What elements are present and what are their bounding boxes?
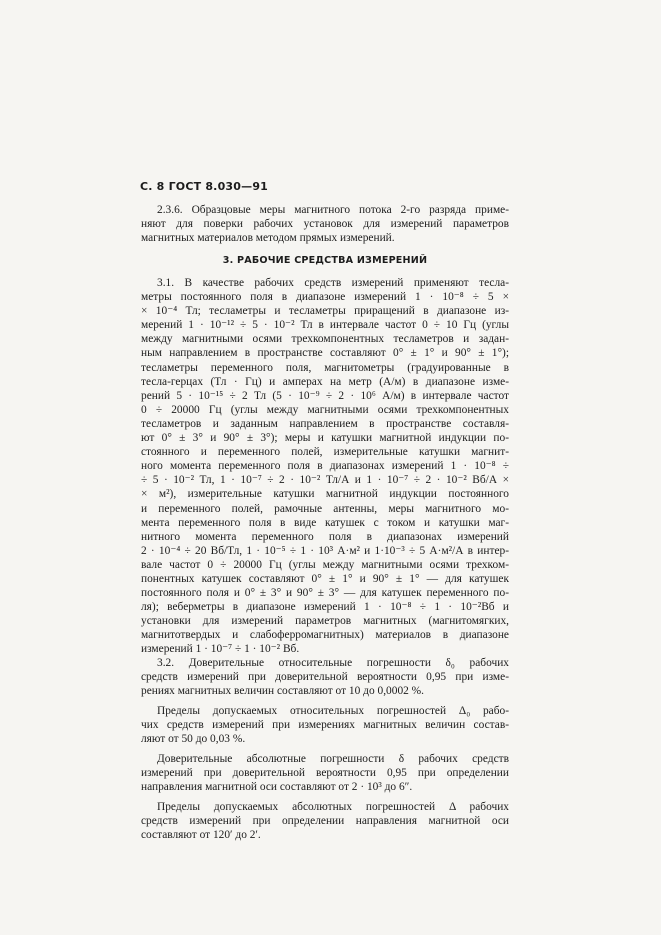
text-line: между магнитными осями трехкомпонентных тесламетров и задан- <box>141 333 509 346</box>
paragraph-2-3-6 <box>141 203 509 245</box>
text-line: × м²), измерительные катушки магнитной индукции постоянного <box>141 488 509 501</box>
text-line: ÷ 5 · 10⁻² Тл, 1 · 10⁻⁷ ÷ 2 · 10⁻² Тл/А и 1 · 10⁻⁷ ÷ 2 · 10⁻² Вб/А × <box>141 474 509 487</box>
text-line: ным направлением в пространстве составляют 0° ± 1° и 90° ± 1°); <box>141 347 509 360</box>
text-line: магнитных материалов методом прямых измерений. <box>141 232 395 245</box>
text-line: 3.1. В качестве рабочих средств измерений применяют тесла- <box>157 277 509 289</box>
text-line: средств измерений при доверительной вероятности 0,95 при изме- <box>141 671 509 684</box>
text-line: 3.2. Доверительные относительные погрешности δ₀ рабочих <box>157 657 509 669</box>
text-line: составляют от 120′ до 2′. <box>141 829 261 842</box>
text-line: × 10⁻⁴ Тл; тесламетры и тесламетры приращений в диапазоне из- <box>141 305 509 318</box>
text-line: метры постоянного поля в диапазоне измерений 1 · 10⁻⁸ ÷ 5 × <box>141 291 509 304</box>
text-line: рениях магнитных величин составляют от 10 до 0,0002 %. <box>141 685 425 698</box>
text-line: тесламетров и заданным направлением в пространстве составля- <box>141 417 509 430</box>
paragraph-3-2 <box>141 656 509 698</box>
text-line: 2.3.6. Образцовые меры магнитного потока 2-го разряда приме- <box>157 204 509 216</box>
text-line: измерений 1 · 10⁻⁷ ÷ 1 · 10⁻² Вб. <box>141 643 300 656</box>
text-line: ля); веберметры в диапазоне измерений 1 · 10⁻⁸ ÷ 1 · 10⁻²Вб и <box>141 601 509 614</box>
text-line: Пределы допускаемых относительных погрешностей Δ₀ рабо- <box>157 705 509 717</box>
text-line: ляют от 50 до 0,03 %. <box>141 733 246 746</box>
text-line: рений 5 · 10⁻¹⁵ ÷ 2 Тл (5 · 10⁻⁹ ÷ 2 · 10⁶ А/м) в интервале частот <box>141 389 509 402</box>
text-line: чих средств измерений при измерениях магнитных величин состав- <box>141 719 509 732</box>
text-line: постоянного поля и 0° ± 3° и 90° ± 3° — для катушек переменного по- <box>141 587 509 600</box>
text-line: ного момента переменного поля в диапазонах измерений 1 · 10⁻⁸ ÷ <box>141 460 509 473</box>
text-line: тесламетры переменного поля, магнитометры (градуированные в <box>141 361 509 374</box>
text-line: вале частот 0 ÷ 20000 Гц (углы между магнитными осями трехком- <box>141 558 509 571</box>
text-line: Доверительные абсолютные погрешности δ рабочих средств <box>157 753 509 765</box>
text-line: понентных катушек составляют 0° ± 1° и 90° ± 1° — для катушек <box>141 572 509 585</box>
text-line: няют для поверки рабочих установок для измерений параметров <box>141 218 509 231</box>
paragraph-3-1 <box>141 276 509 657</box>
text-line: 2 · 10⁻⁴ ÷ 20 Вб/Тл, 1 · 10⁻⁵ ÷ 1 · 10³ А·м² и 1·10⁻³ ÷ 5 А·м²/А в интер- <box>141 544 509 557</box>
text-line: и переменного полей, рамочные антенны, меры магнитного мо- <box>141 502 509 515</box>
text-line: мента переменного поля в виде катушек с током и катушки маг- <box>141 516 509 529</box>
text-line: 0 ÷ 20000 Гц (углы между магнитными осями трехкомпонентных <box>141 403 509 416</box>
text-line: направления магнитной оси составляют от 2 · 10³ до 6″. <box>141 781 413 794</box>
text-line: нитного момента переменного поля в диапазонах измерений <box>141 530 509 543</box>
text-line: Пределы допускаемых абсолютных погрешностей Δ рабочих <box>157 801 509 813</box>
paragraph-absolute-errors <box>141 752 509 794</box>
text-line: стоянного и переменного полей, измерительные катушки магнит- <box>141 446 509 459</box>
text-line: средств измерений при определении направления магнитной оси <box>141 815 509 828</box>
section-title: 3. РАБОЧИЕ СРЕДСТВА ИЗМЕРЕНИЙ <box>222 255 428 266</box>
paragraph-relative-limits <box>141 704 509 746</box>
page-header: С. 8 ГОСТ 8.030—91 <box>140 180 269 193</box>
paragraph-absolute-limits <box>141 800 509 842</box>
text-line: ют 0° ± 3° и 90° ± 3°); меры и катушки магнитной индукции по- <box>141 432 509 445</box>
text-line: мерений 1 · 10⁻¹² ÷ 5 · 10⁻² Тл в интервале частот 0 ÷ 10 Гц (углы <box>141 319 509 332</box>
text-line: тесла-герцах (Тл · Гц) и амперах на метр (А/м) в диапазоне изме- <box>141 375 509 388</box>
text-line: измерений при доверительной вероятности 0,95 при определении <box>141 767 509 780</box>
text-line: установки для измерений параметров магнитных (магнитомягких, <box>141 615 509 628</box>
text-line: магнитотвердых и слабоферромагнитных) материалов в диапазоне <box>141 629 509 642</box>
